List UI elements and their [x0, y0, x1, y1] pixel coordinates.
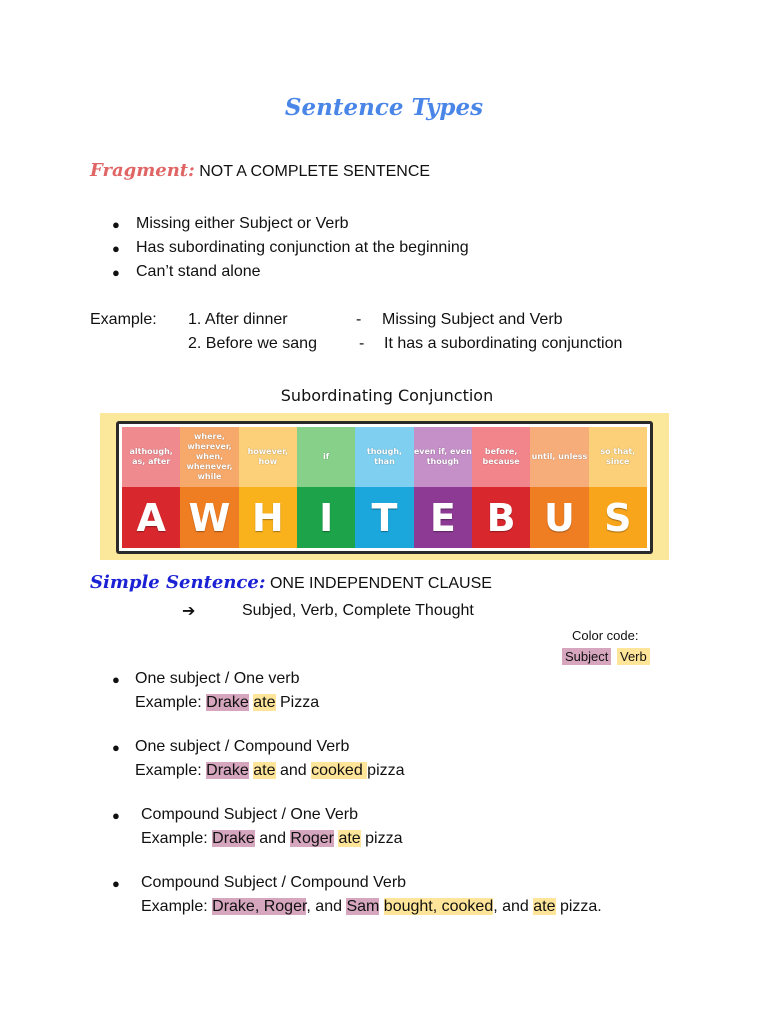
conjunction-words: before, because — [472, 427, 530, 487]
conjunction-column — [472, 427, 530, 548]
example-dash: - — [356, 311, 362, 328]
verb-highlight: ate — [253, 694, 276, 711]
verb-highlight: bought, cooked — [383, 898, 494, 915]
simple-label: Simple Sentence: — [90, 572, 266, 593]
example-phrase: 2. Before we sang — [188, 335, 317, 352]
subject-swatch: Subject — [562, 648, 611, 665]
example-text: Example: — [141, 830, 213, 847]
conjunction-words: so that, since — [589, 427, 647, 487]
list-item — [112, 236, 712, 260]
subject-highlight: Drake — [206, 762, 249, 779]
color-code-label: Color code: — [572, 628, 639, 643]
bullet-text: Missing either Subject or Verb — [136, 215, 349, 232]
conjunction-words: although, as, after — [122, 427, 180, 487]
conjunction-letter: T — [355, 487, 413, 548]
subject-highlight: Drake — [206, 694, 249, 711]
conjunction-words: where, wherever, when, whenever, while — [180, 427, 238, 487]
conjunction-words: though, than — [355, 427, 413, 487]
item-example — [135, 691, 319, 715]
verb-swatch: Verb — [617, 648, 650, 665]
subject-highlight: Drake, Roger — [212, 898, 307, 915]
conjunction-letter: A — [122, 487, 180, 548]
bullet-icon: ● — [112, 217, 120, 232]
item-example — [141, 895, 602, 919]
conjunction-column — [297, 427, 355, 548]
simple-definition: ONE INDEPENDENT CLAUSE — [269, 575, 492, 592]
color-code-legend — [562, 649, 650, 664]
conjunction-letter: S — [589, 487, 647, 548]
conjunction-column — [589, 427, 647, 548]
list-item — [112, 260, 712, 284]
example-text: pizza. — [555, 898, 602, 915]
bullet-icon: ● — [112, 876, 120, 891]
item-heading: Compound Subject / One Verb — [141, 806, 359, 823]
verb-highlight: ate — [253, 762, 276, 779]
bullet-icon: ● — [112, 265, 120, 280]
item-heading: One subject / Compound Verb — [135, 738, 350, 755]
conjunction-letter: E — [414, 487, 472, 548]
verb-highlight: ate — [533, 898, 556, 915]
item-example — [141, 827, 403, 851]
example-reason: It has a subordinating conjunction — [384, 335, 623, 352]
example-text: Example: — [141, 898, 213, 915]
example-text: , and — [493, 898, 534, 915]
bullet-icon: ● — [112, 241, 120, 256]
example-text: pizza — [367, 762, 405, 779]
conjunction-words: if — [297, 427, 355, 487]
example-text: , and — [306, 898, 347, 915]
sentence-components: Subjed, Verb, Complete Thought — [242, 602, 474, 619]
subject-highlight: Drake — [212, 830, 255, 847]
bullet-text: Has subordinating conjunction at the beginning — [136, 239, 469, 256]
bullet-text: Can’t stand alone — [136, 263, 261, 280]
example-reason: Missing Subject and Verb — [382, 311, 563, 328]
conjunction-column — [355, 427, 413, 548]
conjunction-letter: B — [472, 487, 530, 548]
banner-columns — [122, 427, 647, 548]
fragment-definition: NOT A COMPLETE SENTENCE — [199, 163, 431, 180]
example-text: Pizza — [275, 694, 320, 711]
item-example — [135, 759, 405, 783]
conjunction-title: Subordinating Conjunction — [280, 386, 494, 405]
fragment-label: Fragment: — [90, 160, 195, 181]
simple-heading — [90, 572, 492, 593]
example-text: Example: — [135, 762, 207, 779]
item-heading: One subject / One verb — [135, 670, 300, 687]
fragment-bullet-list — [112, 212, 712, 284]
conjunction-letter: H — [239, 487, 297, 548]
conjunction-words: however, how — [239, 427, 297, 487]
awhitebus-banner — [100, 413, 669, 560]
banner-background — [119, 424, 650, 551]
item-heading: Compound Subject / Compound Verb — [141, 874, 407, 891]
bullet-icon: ● — [112, 740, 120, 755]
bullet-icon: ● — [112, 808, 120, 823]
example-text: pizza — [360, 830, 403, 847]
conjunction-column — [180, 427, 238, 548]
verb-highlight: cooked — [311, 762, 368, 779]
example-label: Example: — [90, 311, 157, 328]
example-text: and — [275, 762, 312, 779]
page-title: Sentence Types — [284, 94, 484, 121]
bullet-icon: ● — [112, 672, 120, 687]
example-dash: - — [359, 335, 365, 352]
example-text: Example: — [135, 694, 207, 711]
conjunction-column — [239, 427, 297, 548]
conjunction-letter: U — [530, 487, 588, 548]
subject-highlight: Roger — [290, 830, 334, 847]
list-item — [112, 212, 712, 236]
conjunction-column — [122, 427, 180, 548]
subject-highlight: Sam — [346, 898, 380, 915]
verb-highlight: ate — [338, 830, 361, 847]
conjunction-words: until, unless — [530, 427, 588, 487]
conjunction-column — [414, 427, 472, 548]
arrow-icon: ➔ — [182, 603, 196, 620]
example-phrase: 1. After dinner — [188, 311, 288, 328]
conjunction-letter: I — [297, 487, 355, 548]
conjunction-words: even if, even though — [414, 427, 472, 487]
conjunction-letter: W — [180, 487, 238, 548]
example-text: and — [254, 830, 291, 847]
fragment-heading — [90, 160, 430, 181]
conjunction-column — [530, 427, 588, 548]
banner-border — [116, 421, 653, 554]
